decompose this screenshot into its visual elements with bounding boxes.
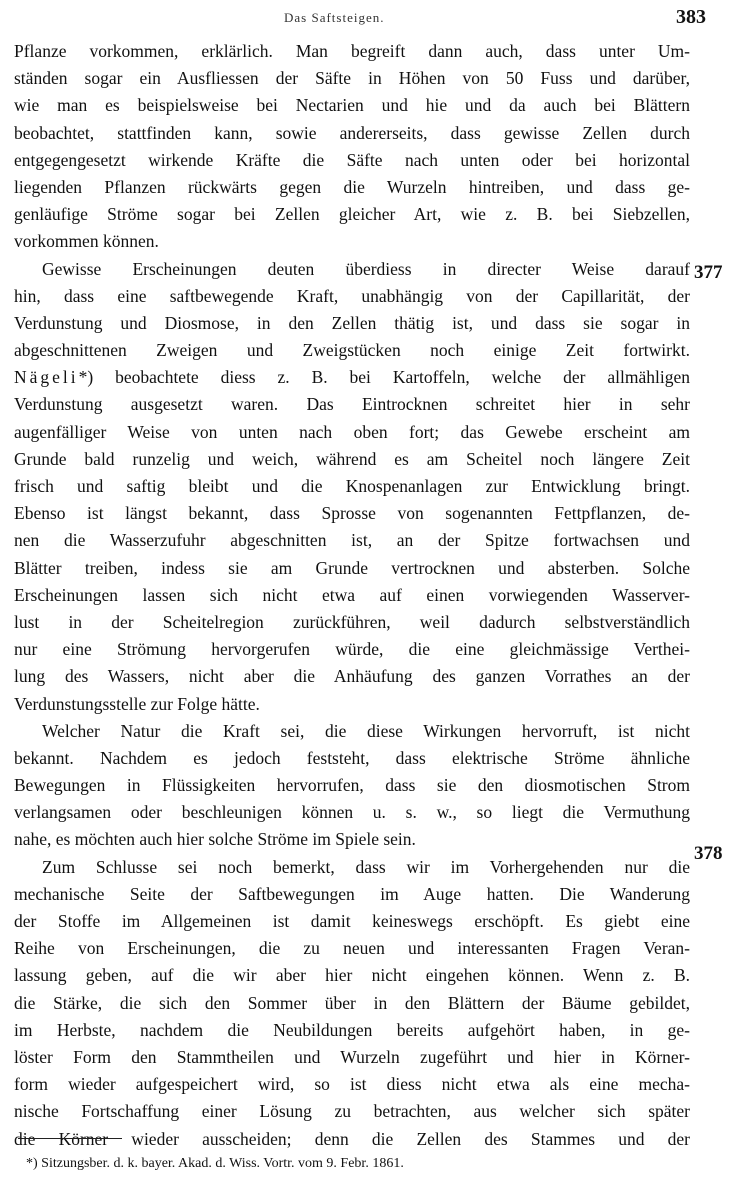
text-line: nen die Wasserzufuhr abgeschnitten ist, an der Spitze fortwachsen und: [14, 530, 690, 551]
body-text: [14, 38, 690, 1153]
text-line: Verdunstungsstelle zur Folge hätte.: [14, 693, 260, 714]
text-line: lassung geben, auf die wir aber hier nicht eingehen können. Wenn z. B.: [14, 965, 690, 986]
margin-number-378: 378: [694, 843, 723, 864]
text-line: ständen sogar ein Ausfliessen der Säfte in Höhen von 50 Fuss und darüber,: [14, 68, 690, 89]
footnote: *) Sitzungsber. d. k. bayer. Akad. d. Wiss. Vortr. vom 9. Febr. 1861.: [26, 1156, 404, 1171]
page-number: 383: [676, 6, 706, 28]
text-line: Bewegungen in Flüssigkeiten hervorrufen, dass sie den diosmotischen Strom: [14, 775, 690, 796]
text-line: liegenden Pflanzen rückwärts gegen die Wurzeln hintreiben, und dass ge-: [14, 176, 690, 197]
text-line: abgeschnittenen Zweigen und Zweigstücken noch einige Zeit fortwirkt.: [14, 340, 690, 361]
paragraph-4: [14, 854, 690, 1153]
text-line: Grunde bald runzelig und weich, während es am Scheitel noch längere Zeit: [14, 448, 690, 469]
text-line: beobachtet, stattfinden kann, sowie andererseits, dass gewisse Zellen durch: [14, 122, 690, 143]
margin-number-377: 377: [694, 262, 723, 283]
text-line: Erscheinungen lassen sich nicht etwa auf einen vorwiegenden Wasserver-: [14, 584, 690, 605]
text-line: der Stoffe im Allgemeinen ist damit keineswegs erschöpft. Es giebt eine: [14, 911, 690, 931]
footnote-rule: [18, 1138, 122, 1139]
text-line: Ebenso ist längst bekannt, dass Sprosse von sogenannten Fettpflanzen, de-: [14, 503, 690, 524]
text-line: [14, 364, 690, 391]
text-line: verlangsamen oder beschleunigen können u. s. w., so liegt die Vermuthung: [14, 802, 690, 823]
text-line: Reihe von Erscheinungen, die zu neuen und interessanten Fragen Veran-: [14, 938, 690, 959]
text-line: löster Form den Stammtheilen und Wurzeln zugeführt und hier in Körner-: [14, 1046, 690, 1067]
text-line: Blätter treiben, indess sie am Grunde vertrocknen und absterben. Solche: [14, 557, 690, 578]
text-line: nur eine Strömung hervorgerufen würde, die eine gleichmässige Verthei-: [14, 639, 690, 660]
text-line: hin, dass eine saftbewegende Kraft, unabhängig von der Capillarität, der: [14, 285, 690, 306]
text-line: genläufige Ströme sogar bei Zellen gleicher Art, wie z. B. bei Siebzellen,: [14, 204, 690, 225]
text-line: mechanische Seite der Saftbewegungen im Auge hatten. Die Wanderung: [14, 883, 690, 904]
text-line: im Herbste, nachdem die Neubildungen bereits aufgehört haben, in ge-: [14, 1019, 690, 1040]
text-line: Verdunstung ausgesetzt waren. Das Eintrocknen schreitet hier in sehr: [14, 394, 690, 415]
text-line: frisch und saftig bleibt und die Knospenanlagen zur Entwicklung bringt.: [14, 476, 690, 496]
paragraph-2: [14, 256, 690, 718]
text-line: entgegengesetzt wirkende Kräfte die Säfte nach unten oder bei horizontal: [14, 149, 690, 170]
text-line: Verdunstung und Diosmose, in den Zellen thätig ist, und dass sie sogar in: [14, 312, 690, 333]
text-line: die Körner wieder ausscheiden; denn die Zellen des Stammes und der: [14, 1128, 690, 1149]
text-line: nische Fortschaffung einer Lösung zu betrachten, aus welcher sich später: [14, 1101, 690, 1122]
text-run: *) beobachtete diess z. B. bei Kartoffeln, welche der allmähligen: [78, 367, 690, 388]
text-line: bekannt. Nachdem es jedoch feststeht, dass elektrische Ströme ähnliche: [14, 747, 690, 768]
text-line: augenfälliger Weise von unten nach oben fort; das Gewebe erscheint am: [14, 421, 690, 442]
text-line: lung des Wassers, nicht aber die Anhäufung des ganzen Vorrathes an der: [14, 666, 690, 687]
paragraph-1: [14, 38, 690, 256]
text-line: die Stärke, die sich den Sommer über in den Blättern der Bäume gebildet,: [14, 992, 690, 1013]
text-line: vorkommen können.: [14, 231, 159, 252]
text-line: Zum Schlusse sei noch bemerkt, dass wir im Vorhergehenden nur die: [42, 856, 690, 877]
running-title: Das Saftsteigen.: [284, 10, 385, 25]
text-line: wie man es beispielsweise bei Nectarien und hie und da auch bei Blättern: [14, 95, 690, 116]
paragraph-3: [14, 718, 690, 854]
text-line: form wieder aufgespeichert wird, so ist diess nicht etwa als eine mecha-: [14, 1074, 690, 1095]
author-name-naegeli: Nägeli: [14, 367, 79, 388]
text-line: Pflanze vorkommen, erklärlich. Man begreift dann auch, dass unter Um-: [14, 41, 690, 61]
text-line: Welcher Natur die Kraft sei, die diese Wirkungen hervorruft, ist nicht: [42, 720, 690, 741]
text-line: lust in der Scheitelregion zurückführen, weil dadurch selbstverständlich: [14, 611, 690, 632]
text-line: nahe, es möchten auch hier solche Ströme im Spiele sein.: [14, 829, 416, 850]
running-head: [0, 6, 732, 30]
text-line: Gewisse Erscheinungen deuten überdiess in directer Weise darauf: [42, 258, 690, 279]
